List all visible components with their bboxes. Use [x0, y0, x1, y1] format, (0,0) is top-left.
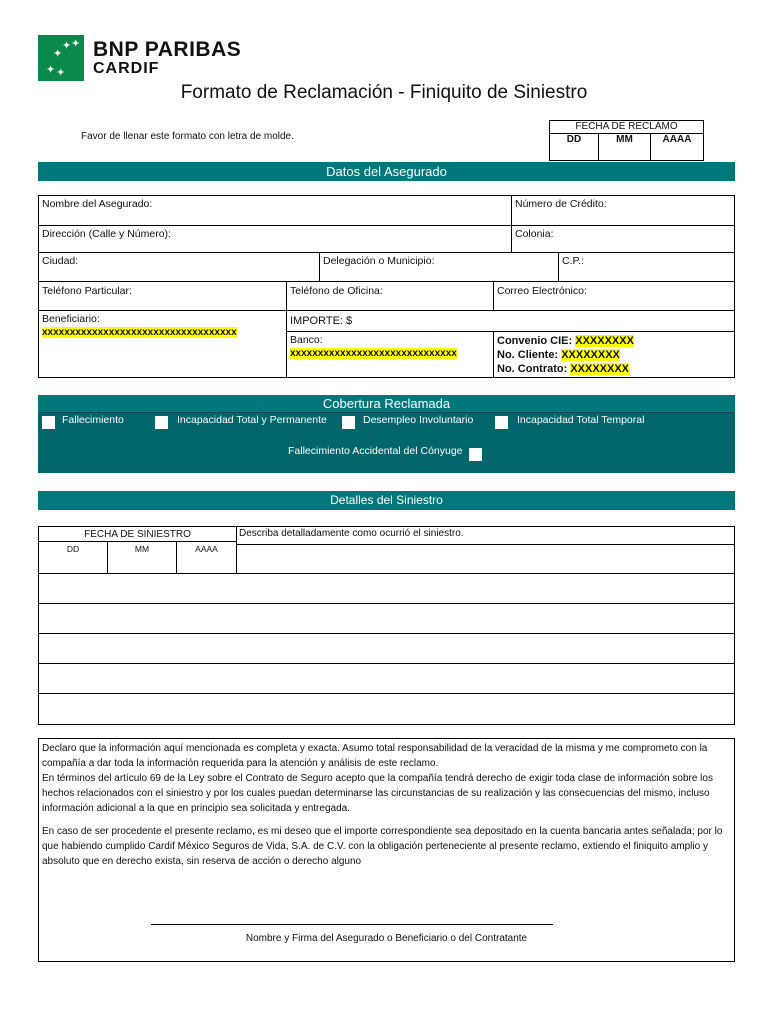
fecha-siniestro-aaaa[interactable]: AAAA	[195, 544, 218, 554]
declaracion-p1: Declaro que la información aquí mencionada es completa y exacta. Asumo total responsabilidad de la veracidad de la misma y me comprometo con la compañía a dar toda la información requerida para la atención y análisis de este reclamo.	[42, 743, 708, 769]
descripcion-siniestro-field[interactable]	[237, 545, 733, 722]
brand-name: BNP PARIBAS	[93, 38, 242, 61]
fecha-reclamo-aaaa[interactable]: AAAA	[662, 134, 692, 145]
contrato-label: No. Contrato:	[497, 363, 568, 375]
label-fallecimiento: Fallecimiento	[62, 414, 124, 426]
asegurado-table	[38, 195, 735, 378]
describa-label: Describa detalladamente como ocurrió el siniestro.	[239, 528, 464, 539]
beneficiario-value[interactable]: xxxxxxxxxxxxxxxxxxxxxxxxxxxxxxxxxxx	[42, 327, 237, 338]
nombre-asegurado-field[interactable]: Nombre del Asegurado:	[42, 198, 153, 210]
banco-label: Banco:	[290, 334, 323, 346]
star-icon: ✦	[62, 40, 72, 52]
declaracion-p3: En caso de ser procedente el presente reclamo, es mi deseo que el importe correspondiente sea depositado en la cuenta bancaria antes señalada; por lo que habiendo cumplido Cardif México Seguros de Vida, S.A. de C.V. con la obligación perteneciente al presente reclamo, extiendo el finiquito amplio y absoluto que en derecho exista, sin reserva de acción o derecho alguno	[42, 826, 723, 867]
star-icon: ✦	[46, 64, 56, 76]
cliente-value[interactable]: XXXXXXXX	[561, 349, 620, 361]
section-header-cobertura: Cobertura Reclamada	[38, 395, 735, 412]
fecha-siniestro-mm[interactable]: MM	[134, 544, 150, 554]
page-title: Formato de Reclamación - Finiquito de Siniestro	[180, 82, 588, 103]
direccion-field[interactable]: Dirección (Calle y Número):	[42, 228, 171, 240]
banco-value[interactable]: xxxxxxxxxxxxxxxxxxxxxxxxxxxxxx	[290, 348, 457, 359]
correo-field[interactable]: Correo Electrónico:	[497, 285, 587, 297]
numero-credito-field[interactable]: Número de Crédito:	[515, 198, 607, 210]
contrato-value[interactable]: XXXXXXXX	[570, 363, 630, 375]
telefono-particular-field[interactable]: Teléfono Particular:	[42, 285, 132, 297]
convenio-value[interactable]: XXXXXXXX	[575, 335, 634, 347]
telefono-oficina-field[interactable]: Teléfono de Oficina:	[290, 285, 383, 297]
convenio-label: Convenio CIE:	[497, 335, 573, 347]
declaracion-box	[38, 738, 735, 962]
section-header-asegurado: Datos del Asegurado	[38, 162, 735, 181]
delegacion-field[interactable]: Delegación o Municipio:	[323, 255, 435, 267]
label-conyuge: Fallecimiento Accidental del Cónyuge	[288, 445, 463, 457]
fecha-reclamo-dd[interactable]: DD	[566, 134, 582, 145]
importe-field[interactable]: IMPORTE: $	[290, 315, 353, 327]
instruction-text: Favor de llenar este formato con letra de molde.	[81, 131, 294, 142]
star-icon: ✦	[56, 67, 66, 79]
colonia-field[interactable]: Colonia:	[515, 228, 554, 240]
checkbox-fallecimiento[interactable]	[42, 416, 55, 429]
star-icon: ✦	[53, 48, 63, 60]
label-incapacidad-temporal: Incapacidad Total Temporal	[517, 414, 645, 426]
fecha-reclamo-label: FECHA DE RECLAMO	[575, 121, 678, 132]
checkbox-conyuge[interactable]	[469, 448, 482, 461]
fecha-reclamo-mm[interactable]: MM	[616, 134, 633, 145]
checkbox-incapacidad-total[interactable]	[155, 416, 168, 429]
checkbox-incapacidad-temporal[interactable]	[495, 416, 508, 429]
detalles-table	[38, 526, 735, 725]
bnp-stars-logo	[38, 35, 84, 81]
cliente-label: No. Cliente:	[497, 349, 559, 361]
declaracion-p2: En términos del artículo 69 de la Ley sobre el Contrato de Seguro acepto que la compañía tendrá derecho de exigir toda clase de información sobre los hechos relacionados con el siniestro y por los cuales puedan determinarse las circunstancias de su realización y las consecuencias del mismo, incluso información adicional a la que en principio sea solicitada y entregada.	[42, 773, 713, 814]
ciudad-field[interactable]: Ciudad:	[42, 255, 79, 267]
checkbox-desempleo[interactable]	[342, 416, 355, 429]
cobertura-section	[38, 395, 735, 473]
beneficiario-label: Beneficiario:	[42, 313, 100, 325]
brand-subname: CARDIF	[93, 60, 160, 77]
label-incapacidad-total: Incapacidad Total y Permanente	[177, 414, 327, 426]
fecha-reclamo-box	[549, 120, 704, 161]
fecha-siniestro-dd[interactable]: DD	[66, 544, 80, 554]
star-icon: ✦	[71, 38, 81, 50]
firma-line	[151, 924, 553, 925]
section-header-detalles: Detalles del Siniestro	[38, 491, 735, 510]
fecha-siniestro-label: FECHA DE SINIESTRO	[84, 529, 191, 540]
firma-label: Nombre y Firma del Asegurado o Beneficiario o del Contratante	[245, 933, 528, 944]
label-desempleo: Desempleo Involuntario	[363, 414, 474, 426]
cp-field[interactable]: C.P.:	[562, 255, 584, 267]
